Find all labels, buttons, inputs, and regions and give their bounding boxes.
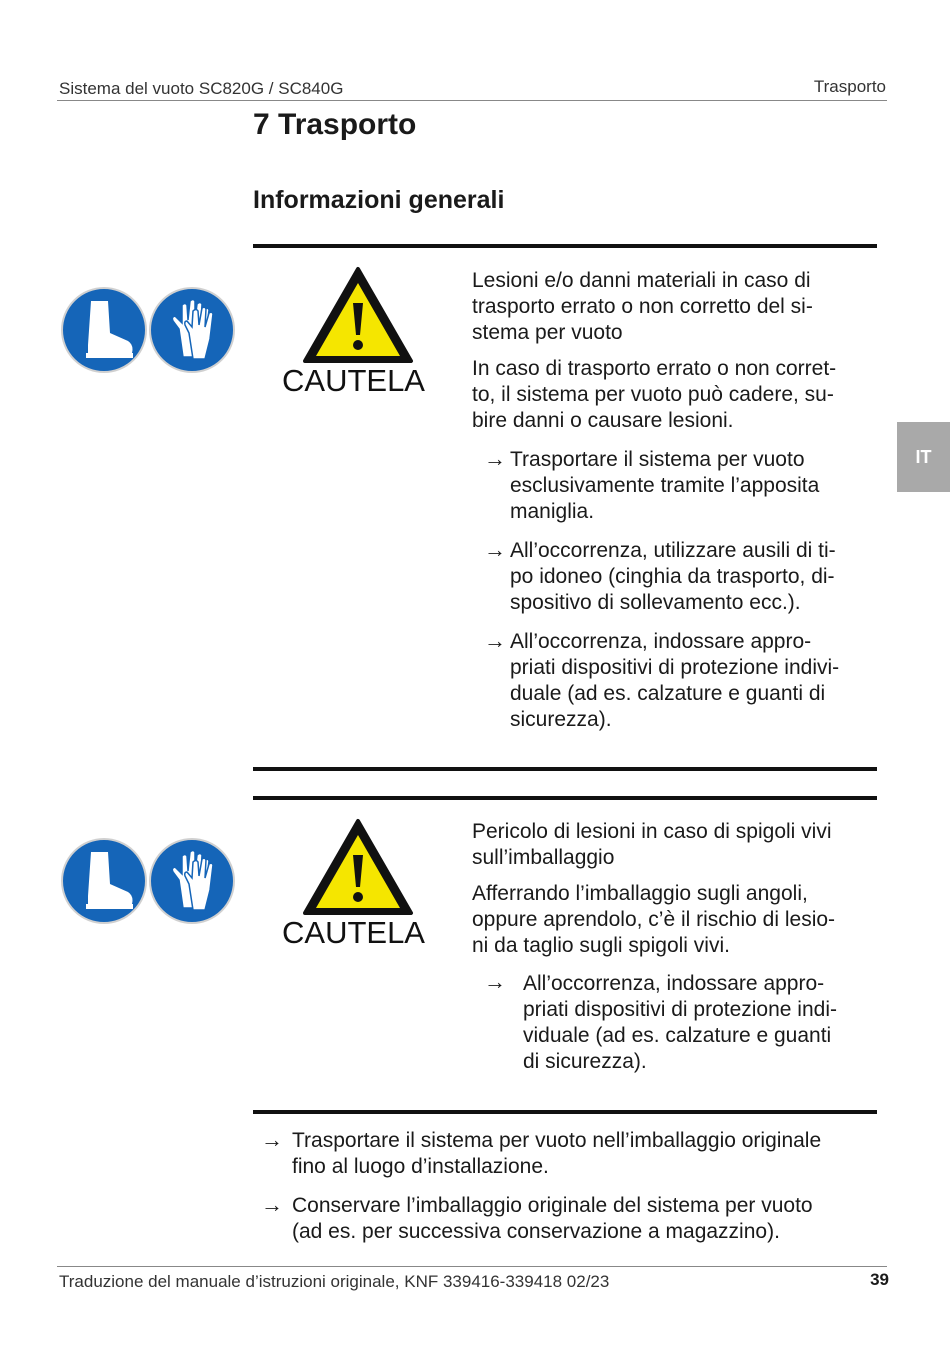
warning2-heading: Pericolo di lesioni in caso di spigoli vivi sull’imballaggio xyxy=(472,820,832,869)
warning-triangle-icon xyxy=(301,265,415,365)
warning1-step: Trasportare il sistema per vuoto esclusivamente tramite l’apposita maniglia. xyxy=(510,448,820,523)
warning1-top-rule xyxy=(253,244,877,248)
arrow-icon: → xyxy=(484,446,506,471)
page-title: 7 Trasporto xyxy=(253,108,417,141)
safety-boots-icon xyxy=(62,288,146,372)
warning1-heading: Lesioni e/o danni materiali in caso di trasporto errato o non corretto del si- stema per vuoto xyxy=(472,269,813,344)
signal-word-caution: CAUTELA xyxy=(282,363,425,398)
arrow-icon: → xyxy=(484,628,506,653)
header-document-title: Sistema del vuoto SC820G / SC840G xyxy=(59,79,344,98)
arrow-icon: → xyxy=(484,537,506,562)
safety-gloves-icon xyxy=(150,839,234,923)
warning1-step: All’occorrenza, utilizzare ausili di ti- po idoneo (cinghia da trasporto, di- spositivo di sollevamento ecc.). xyxy=(510,539,836,614)
safety-boots-icon xyxy=(62,839,146,923)
warning2-step: All’occorrenza, indossare appro- priati dispositivi di protezione indi- viduale (ad es. calzature e guanti di sicurezza). xyxy=(523,972,837,1073)
ppe-icons-2 xyxy=(61,838,237,924)
arrow-icon: → xyxy=(261,1192,283,1217)
arrow-icon: → xyxy=(484,969,506,994)
ppe-icons-1 xyxy=(61,287,237,373)
warning2-description: Afferrando l’imballaggio sugli angoli, oppure aprendolo, c’è il rischio di lesio- ni da taglio sugli spigoli vivi. xyxy=(472,882,836,957)
warning1-bottom-rule xyxy=(253,767,877,771)
instruction-item: Conservare l’imballaggio originale del sistema per vuoto (ad es. per successiva conservazione a magazzino). xyxy=(292,1194,813,1243)
signal-word-caution: CAUTELA xyxy=(282,915,425,950)
footer-text: Traduzione del manuale d’istruzioni originale, KNF 339416-339418 02/23 xyxy=(59,1272,610,1291)
header-rule xyxy=(57,100,887,101)
warning1-step: All’occorrenza, indossare appro- priati dispositivi di protezione indivi- duale (ad es. calzature e guanti di sicurezza). xyxy=(510,630,840,731)
instruction-item: Trasportare il sistema per vuoto nell’imballaggio originale fino al luogo d’installazione. xyxy=(292,1129,822,1178)
section-subtitle: Informazioni generali xyxy=(253,186,505,214)
warning2-bottom-rule xyxy=(253,1110,877,1114)
safety-gloves-icon xyxy=(150,288,234,372)
arrow-icon: → xyxy=(261,1127,283,1152)
page-number: 39 xyxy=(870,1270,889,1289)
warning-triangle-icon xyxy=(301,817,415,917)
footer-rule xyxy=(57,1266,887,1267)
header-section-title: Trasporto xyxy=(813,77,886,96)
warning1-description: In caso di trasporto errato o non corret- to, il sistema per vuoto può cadere, su- bire danni o causare lesioni. xyxy=(472,357,837,432)
warning2-top-rule xyxy=(253,796,877,800)
language-tab: IT xyxy=(897,422,950,492)
